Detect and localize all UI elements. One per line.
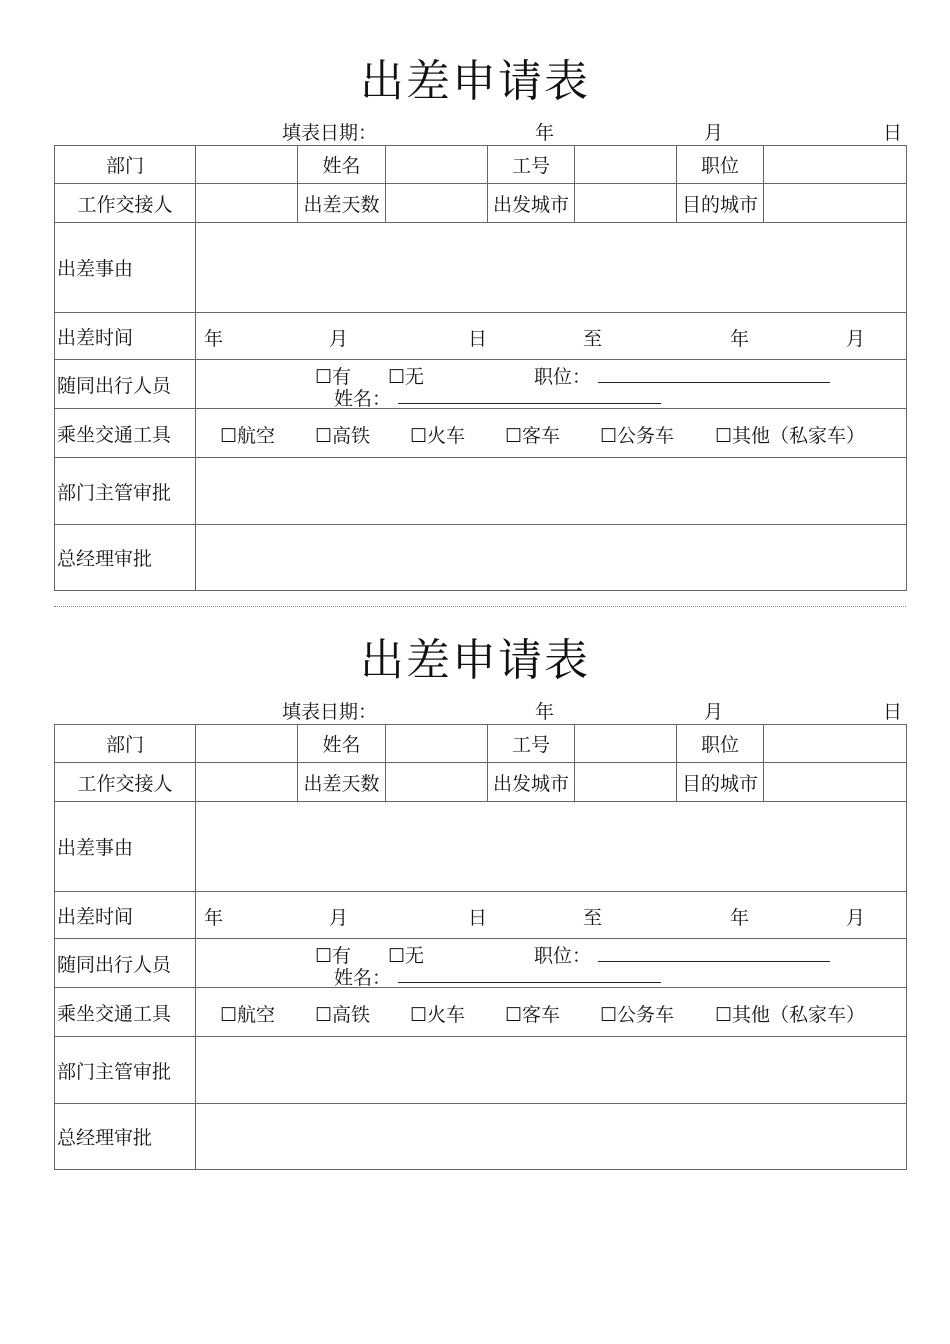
transport-other-checkbox[interactable]: ☐其他（私家车） <box>715 1004 866 1026</box>
date-year-label: 年 <box>535 122 555 144</box>
dept-field[interactable] <box>196 146 298 184</box>
position-label: 职位 <box>677 146 764 184</box>
row-dept-approval <box>55 1037 907 1104</box>
dept-label: 部门 <box>55 725 196 763</box>
form-title: 出差申请表 <box>360 635 590 686</box>
days-field[interactable] <box>386 763 488 802</box>
transport-coach-checkbox[interactable]: ☐客车 <box>505 425 561 447</box>
transport-coach-checkbox[interactable]: ☐客车 <box>505 1004 561 1026</box>
companion-position-label: 职位： <box>534 945 592 967</box>
fill-date-label: 填表日期： <box>282 122 378 144</box>
gm-approval-label: 总经理审批 <box>55 1104 196 1170</box>
dept-approval-field[interactable] <box>196 458 907 525</box>
companion-position-line[interactable] <box>598 943 830 962</box>
time-label: 出差时间 <box>55 892 196 939</box>
row-basic-info <box>55 725 907 763</box>
transport-other-checkbox[interactable]: ☐其他（私家车） <box>715 425 866 447</box>
companion-position-line[interactable] <box>598 364 830 383</box>
time-to: 至 <box>583 907 603 929</box>
days-field[interactable] <box>386 184 488 223</box>
gm-approval-field[interactable] <box>196 1104 907 1170</box>
row-reason <box>55 802 907 892</box>
row-basic-info <box>55 146 907 184</box>
companions-field <box>196 939 907 988</box>
row-time <box>55 313 907 360</box>
transport-air-checkbox[interactable]: ☐航空 <box>220 1004 276 1026</box>
position-label: 职位 <box>677 725 764 763</box>
reason-field[interactable] <box>196 223 907 313</box>
name-label: 姓名 <box>298 725 386 763</box>
fill-date-line <box>0 118 950 144</box>
name-field[interactable] <box>386 725 488 763</box>
dept-approval-label: 部门主管审批 <box>55 458 196 525</box>
fill-date-label: 填表日期： <box>282 701 378 723</box>
dept-approval-label: 部门主管审批 <box>55 1037 196 1104</box>
name-field[interactable] <box>386 146 488 184</box>
transport-official-car-checkbox[interactable]: ☐公务车 <box>600 425 675 447</box>
row-dept-approval <box>55 458 907 525</box>
row-gm-approval <box>55 1104 907 1170</box>
reason-label: 出差事由 <box>55 223 196 313</box>
companion-position-label: 职位： <box>534 366 592 388</box>
date-month-label: 月 <box>704 122 724 144</box>
reason-label: 出差事由 <box>55 802 196 892</box>
time-year-start: 年 <box>204 328 224 350</box>
time-month-end: 月 <box>846 907 866 929</box>
companion-name-label: 姓名： <box>334 967 392 988</box>
emp-id-field[interactable] <box>575 146 677 184</box>
date-year-label: 年 <box>535 701 555 723</box>
companion-name-label: 姓名： <box>334 388 392 409</box>
time-label: 出差时间 <box>55 313 196 360</box>
time-month-start: 月 <box>329 328 349 350</box>
transport-label: 乘坐交通工具 <box>55 988 196 1037</box>
time-month-start: 月 <box>329 907 349 929</box>
days-label: 出差天数 <box>298 763 386 802</box>
to-city-field[interactable] <box>764 184 907 223</box>
time-year-start: 年 <box>204 907 224 929</box>
from-city-label: 出发城市 <box>488 763 575 802</box>
transport-highspeed-checkbox[interactable]: ☐高铁 <box>315 425 371 447</box>
travel-request-form <box>0 579 950 1159</box>
gm-approval-label: 总经理审批 <box>55 525 196 591</box>
time-day-start: 日 <box>468 907 488 929</box>
handover-label: 工作交接人 <box>55 184 196 223</box>
row-transport <box>55 409 907 458</box>
travel-request-form <box>0 0 950 580</box>
companions-label: 随同出行人员 <box>55 939 196 988</box>
emp-id-label: 工号 <box>488 725 575 763</box>
time-field[interactable] <box>196 313 907 360</box>
transport-highspeed-checkbox[interactable]: ☐高铁 <box>315 1004 371 1026</box>
companions-yes-checkbox[interactable]: ☐有 <box>315 366 352 388</box>
transport-label: 乘坐交通工具 <box>55 409 196 458</box>
time-year-end: 年 <box>730 328 750 350</box>
position-field[interactable] <box>764 725 907 763</box>
row-reason <box>55 223 907 313</box>
transport-train-checkbox[interactable]: ☐火车 <box>410 1004 466 1026</box>
dept-field[interactable] <box>196 725 298 763</box>
form-table <box>54 145 907 591</box>
row-trip-info <box>55 184 907 223</box>
date-day-label: 日 <box>883 701 903 723</box>
row-trip-info <box>55 763 907 802</box>
from-city-field[interactable] <box>575 184 677 223</box>
companions-no-checkbox[interactable]: ☐无 <box>388 945 425 967</box>
row-time <box>55 892 907 939</box>
days-label: 出差天数 <box>298 184 386 223</box>
companions-yes-checkbox[interactable]: ☐有 <box>315 945 352 967</box>
fill-date-line <box>0 697 950 723</box>
date-month-label: 月 <box>704 701 724 723</box>
date-day-label: 日 <box>883 122 903 144</box>
companions-label: 随同出行人员 <box>55 360 196 409</box>
transport-options <box>196 409 907 458</box>
name-label: 姓名 <box>298 146 386 184</box>
to-city-label: 目的城市 <box>677 763 764 802</box>
dept-label: 部门 <box>55 146 196 184</box>
position-field[interactable] <box>764 146 907 184</box>
emp-id-label: 工号 <box>488 146 575 184</box>
time-to: 至 <box>583 328 603 350</box>
to-city-label: 目的城市 <box>677 184 764 223</box>
time-month-end: 月 <box>846 328 866 350</box>
transport-options <box>196 988 907 1037</box>
handover-field[interactable] <box>196 763 298 802</box>
transport-official-car-checkbox[interactable]: ☐公务车 <box>600 1004 675 1026</box>
companion-name-line[interactable] <box>398 964 661 983</box>
time-year-end: 年 <box>730 907 750 929</box>
form-title: 出差申请表 <box>360 56 590 107</box>
row-companions <box>55 939 907 988</box>
from-city-field[interactable] <box>575 763 677 802</box>
handover-field[interactable] <box>196 184 298 223</box>
companion-name-line[interactable] <box>398 385 661 404</box>
to-city-field[interactable] <box>764 763 907 802</box>
from-city-label: 出发城市 <box>488 184 575 223</box>
handover-label: 工作交接人 <box>55 763 196 802</box>
transport-air-checkbox[interactable]: ☐航空 <box>220 425 276 447</box>
emp-id-field[interactable] <box>575 725 677 763</box>
reason-field[interactable] <box>196 802 907 892</box>
transport-train-checkbox[interactable]: ☐火车 <box>410 425 466 447</box>
dept-approval-field[interactable] <box>196 1037 907 1104</box>
row-transport <box>55 988 907 1037</box>
form-table <box>54 724 907 1170</box>
row-companions <box>55 360 907 409</box>
time-field[interactable] <box>196 892 907 939</box>
companions-field <box>196 360 907 409</box>
companions-no-checkbox[interactable]: ☐无 <box>388 366 425 388</box>
time-day-start: 日 <box>468 328 488 350</box>
